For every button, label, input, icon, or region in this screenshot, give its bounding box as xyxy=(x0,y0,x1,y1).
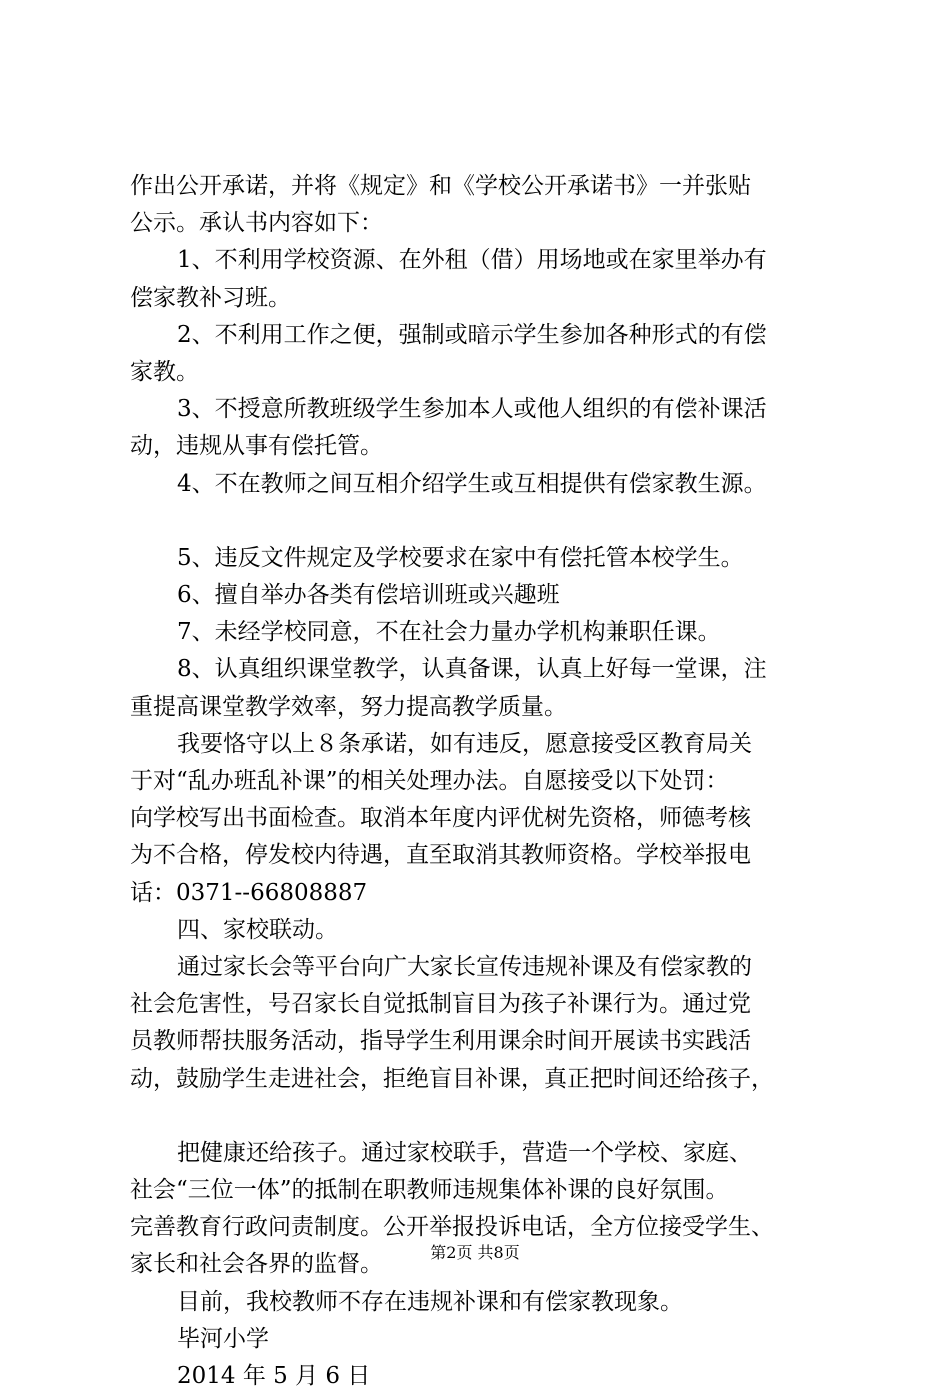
text-line: 我要恪守以上８条承诺，如有违反，愿意接受区教育局关 xyxy=(177,730,752,757)
text-line: 毕河小学 xyxy=(177,1325,269,1352)
text-line: 为不合格，停发校内待遇，直至取消其教师资格。学校举报电 xyxy=(130,842,751,869)
text-line: 通过家长会等平台向广大家长宣传违规补课及有偿家教的 xyxy=(177,953,752,980)
document-body xyxy=(130,168,830,1395)
text-line: 偿家教补习班。 xyxy=(130,284,291,311)
text-line: 3、不授意所教班级学生参加本人或他人组织的有偿补课活 xyxy=(177,396,767,423)
text-line: 话：0371--66808887 xyxy=(130,879,368,906)
paragraph-gap xyxy=(130,1098,830,1135)
text-line: 7、未经学校同意，不在社会力量办学机构兼职任课。 xyxy=(177,619,721,646)
text-line: 社会危害性，号召家长自觉抵制盲目为孩子补课行为。通过党 xyxy=(130,991,751,1018)
text-line: 8、认真组织课堂教学，认真备课，认真上好每一堂课，注 xyxy=(177,656,767,683)
text-line: 2014 年 5 月 6 日 xyxy=(177,1363,371,1389)
text-line: 四、家校联动。 xyxy=(177,916,338,943)
text-line: 公示。承认书内容如下： xyxy=(130,210,383,237)
text-line: 家教。 xyxy=(130,358,199,385)
text-line: 4、不在教师之间互相介绍学生或互相提供有偿家教生源。 xyxy=(177,470,767,497)
text-line: 动，违规从事有偿托管。 xyxy=(130,433,383,460)
text-line: 把健康还给孩子。通过家校联手，营造一个学校、家庭、 xyxy=(177,1139,752,1166)
paragraph-gap xyxy=(130,503,830,540)
text-line: 员教师帮扶服务活动，指导学生利用课余时间开展读书实践活 xyxy=(130,1028,751,1055)
text-line: 6、擅自举办各类有偿培训班或兴趣班 xyxy=(177,582,560,609)
text-line: 社会“三位一体”的抵制在职教师违规集体补课的良好氛围。 xyxy=(130,1177,729,1204)
text-line: 完善教育行政问责制度。公开举报投诉电话，全方位接受学生、 xyxy=(130,1214,774,1241)
text-line: 目前，我校教师不存在违规补课和有偿家教现象。 xyxy=(177,1288,683,1315)
text-line: 重提高课堂教学效率，努力提高教学质量。 xyxy=(130,693,567,720)
text-line: 1、不利用学校资源、在外租（借）用场地或在家里举办有 xyxy=(177,247,767,274)
text-line: 家长和社会各界的监督。 xyxy=(130,1251,383,1278)
text-line: 于对“乱办班乱补课”的相关处理办法。自愿接受以下处罚： xyxy=(130,768,729,794)
text-line: 作出公开承诺，并将《规定》和《学校公开承诺书》一并张贴 xyxy=(130,173,751,199)
text-line: 2、不利用工作之便，强制或暗示学生参加各种形式的有偿 xyxy=(177,321,767,348)
page-footer: 第2页 共8页 xyxy=(430,1243,520,1262)
text-line: 动，鼓励学生走进社会，拒绝盲目补课，真正把时间还给孩子， xyxy=(130,1065,774,1092)
text-line: 5、违反文件规定及学校要求在家中有偿托管本校学生。 xyxy=(177,544,744,571)
text-line: 向学校写出书面检查。取消本年度内评优树先资格，师德考核 xyxy=(130,805,751,832)
